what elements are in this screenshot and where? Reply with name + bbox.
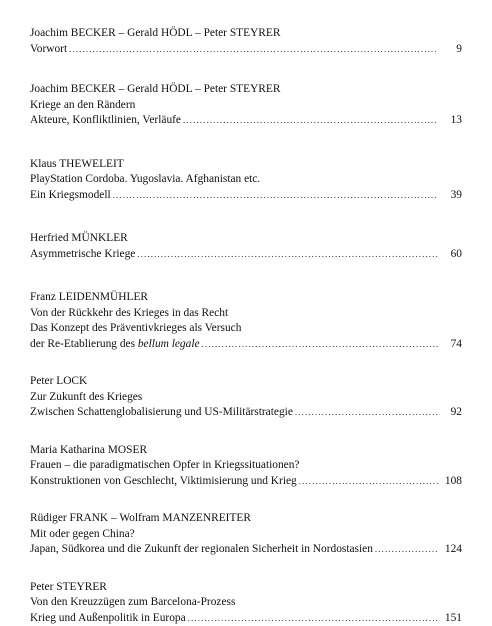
toc-entry [30, 374, 462, 421]
entry-title-line [30, 247, 462, 263]
entry-title-text: Asymmetrische Kriege [30, 248, 135, 260]
entry-title-line [30, 474, 462, 490]
entry-title-line [30, 42, 462, 58]
entry-title-line [30, 542, 462, 558]
toc-entry [30, 443, 462, 490]
entry-title-line [30, 405, 462, 421]
entry-title [30, 188, 111, 204]
entry-title [30, 247, 135, 263]
entry-title-text: Japan, Südkorea und die Zukunft der regionalen Sicherheit in Nordostasien [30, 543, 373, 555]
entry-title-text: Zwischen Schattenglobalisierung und US-Militärstrategie [30, 406, 293, 418]
entry-subtitle: Zur Zukunft des Krieges [30, 390, 462, 406]
entry-page-number: 108 [440, 474, 462, 490]
entry-title-line [30, 188, 462, 204]
entry-title-text: Krieg und Außenpolitik in Europa [30, 612, 186, 624]
entry-title [30, 42, 67, 58]
entry-subtitle: Von der Rückkehr des Krieges in das Recht [30, 306, 462, 322]
entry-authors: Peter STEYRER [30, 580, 462, 596]
entry-title-text: Akteure, Konfliktlinien, Verläufe [30, 114, 181, 126]
entry-authors: Joachim BECKER – Gerald HÖDL – Peter STEYRER [30, 82, 462, 98]
entry-title-text: Konstruktionen von Geschlecht, Viktimisierung und Krieg [30, 475, 297, 487]
toc-entry [30, 26, 462, 57]
entry-page-number: 9 [440, 42, 462, 58]
entry-title [30, 337, 200, 353]
entry-page-number: 124 [440, 542, 462, 558]
entry-title [30, 611, 186, 626]
entry-authors: Peter LOCK [30, 374, 462, 390]
dot-leader [295, 405, 438, 421]
entry-title-italic: bellum legale [138, 338, 200, 350]
entry-page-number: 39 [440, 188, 462, 204]
entry-authors: Klaus THEWELEIT [30, 157, 462, 173]
toc-entry [30, 157, 462, 204]
toc-entry [30, 82, 462, 129]
dot-leader [202, 337, 438, 353]
entry-subtitle: Kriege an den Rändern [30, 98, 462, 114]
entry-title [30, 474, 297, 490]
dot-leader [183, 113, 438, 129]
entry-subtitle: Von den Kreuzzügen zum Barcelona-Prozess [30, 595, 462, 611]
entry-title [30, 405, 293, 421]
entry-authors: Herfried MÜNKLER [30, 231, 462, 247]
entry-title [30, 113, 181, 129]
entry-page-number: 60 [440, 247, 462, 263]
entry-title-line [30, 113, 462, 129]
toc-entry [30, 511, 462, 558]
dot-leader [69, 42, 438, 58]
entry-subtitle: Das Konzept des Präventivkrieges als Versuch [30, 321, 462, 337]
dot-leader [137, 247, 438, 263]
toc-entry [30, 231, 462, 262]
entry-title-text: Ein Kriegsmodell [30, 189, 111, 201]
dot-leader [375, 542, 438, 558]
entry-title-line [30, 611, 462, 626]
dot-leader [188, 611, 438, 626]
entry-authors: Joachim BECKER – Gerald HÖDL – Peter STEYRER [30, 26, 462, 42]
entry-page-number: 92 [440, 405, 462, 421]
entry-page-number: 74 [440, 337, 462, 353]
entry-subtitle: PlayStation Cordoba. Yugoslavia. Afghanistan etc. [30, 172, 462, 188]
dot-leader [299, 474, 438, 490]
entry-page-number: 13 [440, 113, 462, 129]
table-of-contents [30, 26, 462, 626]
entry-title [30, 542, 373, 558]
entry-subtitle: Frauen – die paradigmatischen Opfer in Kriegssituationen? [30, 458, 462, 474]
entry-authors: Maria Katharina MOSER [30, 443, 462, 459]
entry-page-number: 151 [440, 611, 462, 626]
entry-title-text: der Re-Etablierung des [30, 338, 138, 350]
toc-entry [30, 290, 462, 352]
toc-entry [30, 580, 462, 626]
entry-authors: Franz LEIDENMÜHLER [30, 290, 462, 306]
entry-title-line [30, 337, 462, 353]
entry-subtitle: Mit oder gegen China? [30, 527, 462, 543]
dot-leader [113, 188, 438, 204]
entry-title-text: Vorwort [30, 43, 67, 55]
entry-authors: Rüdiger FRANK – Wolfram MANZENREITER [30, 511, 462, 527]
